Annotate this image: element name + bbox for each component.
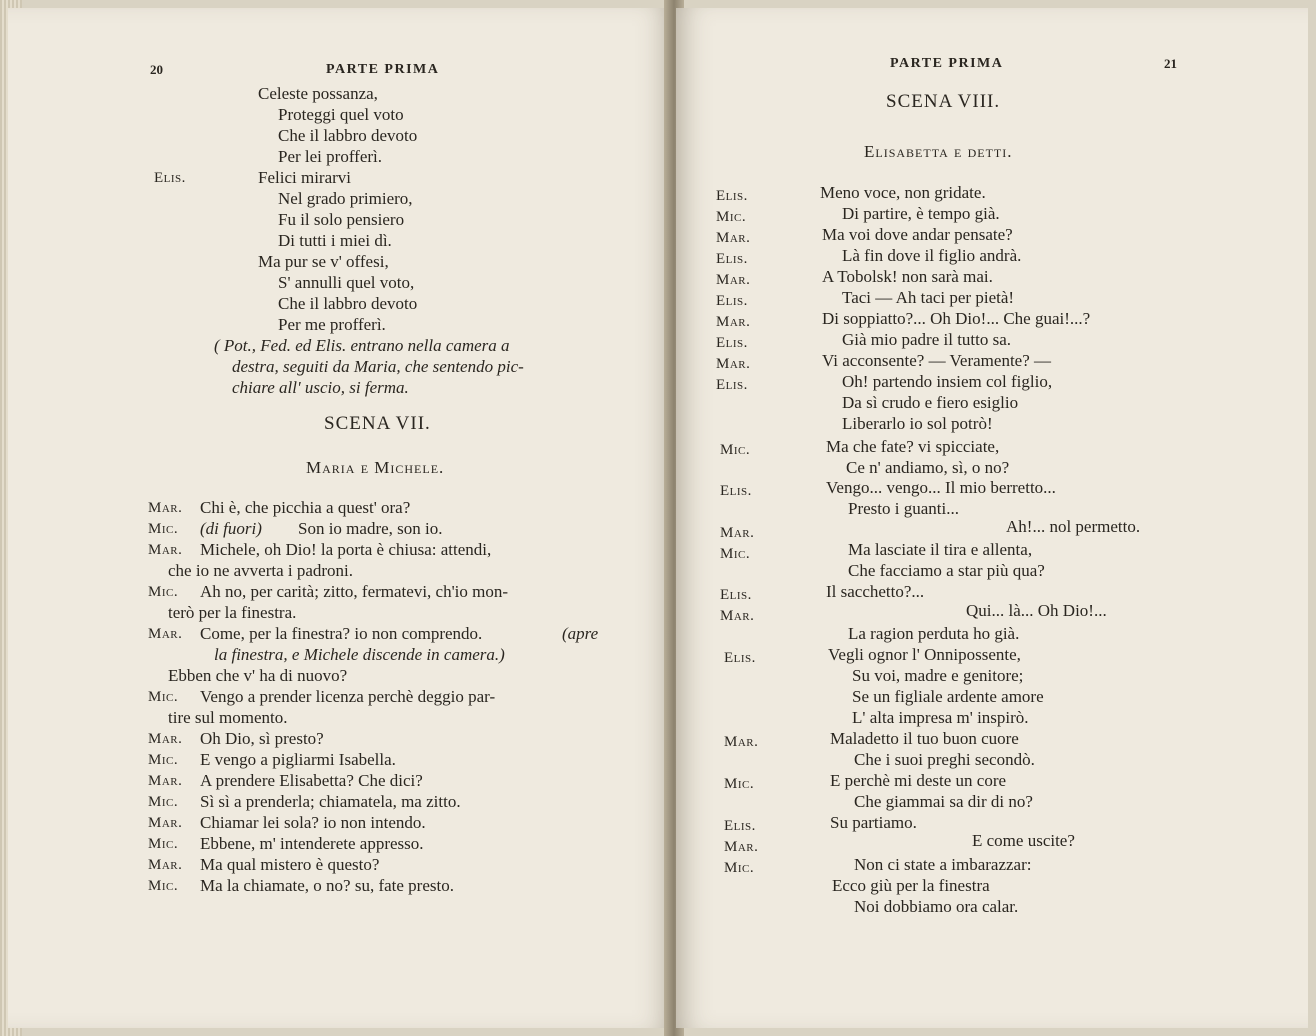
dialogue-line: Oh! partendo insiem col figlio, (842, 372, 1053, 391)
dialogue-line: Il sacchetto?... (826, 582, 925, 601)
speaker: Mic. (148, 584, 179, 600)
speaker: Mic. (148, 794, 179, 810)
dialogue-line: A prendere Elisabetta? Che dici? (200, 771, 423, 790)
speaker: Mar. (148, 815, 183, 831)
dialogue-line: Ma voi dove andar pensate? (822, 225, 1013, 244)
verse-line: Nel grado primiero, (278, 189, 413, 208)
speaker: Mic. (148, 752, 179, 768)
dialogue-line: Se un figliale ardente amore (852, 687, 1044, 706)
dialogue-line: Ma lasciate il tira e allenta, (848, 540, 1033, 559)
speaker: Mar. (716, 356, 751, 372)
dialogue-line: Chi è, che picchia a quest' ora? (200, 498, 411, 517)
speaker: Mic. (720, 546, 751, 562)
speaker: Mic. (148, 521, 179, 537)
scene-characters: Elisabetta e detti. (864, 142, 1013, 161)
speaker: Mic. (148, 836, 179, 852)
scene-title: SCENA VIII. (886, 91, 1001, 112)
stage-direction: (apre (562, 624, 599, 643)
speaker: Elis. (716, 293, 748, 309)
speaker: Mic. (148, 689, 179, 705)
dialogue-line: terò per la finestra. (168, 603, 297, 622)
verse-line: Per me profferì. (278, 315, 386, 334)
dialogue-line: Ecco giù per la finestra (832, 876, 990, 895)
dialogue-line: E vengo a pigliarmi Isabella. (200, 750, 396, 769)
speaker: Elis. (720, 587, 752, 603)
speaker: Mic. (724, 860, 755, 876)
dialogue-line: Taci — Ah taci per pietà! (842, 288, 1015, 307)
verse-line: Che il labbro devoto (278, 294, 418, 313)
speaker: Elis. (716, 188, 748, 204)
speaker: Mic. (148, 878, 179, 894)
dialogue-line: L' alta impresa m' inspirò. (852, 708, 1029, 727)
dialogue-line: Chiamar lei sola? io non intendo. (200, 813, 426, 832)
speaker: Mar. (724, 839, 759, 855)
dialogue-line: Ma la chiamate, o no? su, fate presto. (200, 876, 454, 895)
speaker: Mar. (148, 500, 183, 516)
dialogue-line: Ah!... nol permetto. (1006, 517, 1141, 536)
speaker: Mar. (716, 314, 751, 330)
speaker: Elis. (724, 818, 756, 834)
dialogue-line: Di partire, è tempo già. (842, 204, 1000, 223)
stage-direction: chiare all' uscio, si ferma. (232, 378, 409, 397)
stage-direction: destra, seguiti da Maria, che sentendo pic- (232, 357, 524, 376)
dialogue-line: Maladetto il tuo buon cuore (830, 729, 1019, 748)
dialogue-line: Già mio padre il tutto sa. (842, 330, 1012, 349)
dialogue-line: Ma che fate? vi spicciate, (826, 437, 1000, 456)
page-number: 20 (150, 62, 163, 77)
dialogue-line: Meno voce, non gridate. (820, 183, 986, 202)
speaker: Mar. (720, 525, 755, 541)
verse-line: Felici mirarvi (258, 168, 352, 187)
dialogue-line: Là fin dove il figlio andrà. (842, 246, 1022, 265)
dialogue-line: Di soppiatto?... Oh Dio!... Che guai!...? (822, 309, 1091, 328)
left-page (8, 8, 672, 1028)
dialogue-line: Su partiamo. (830, 813, 917, 832)
verse-line: Celeste possanza, (258, 84, 378, 103)
stage-direction: ( Pot., Fed. ed Elis. entrano nella camera a (214, 336, 510, 355)
dialogue-line: E perchè mi deste un core (830, 771, 1007, 790)
running-head: PARTE PRIMA (890, 56, 1004, 71)
dialogue-line: Che i suoi preghi secondò. (854, 750, 1035, 769)
speaker: Elis. (720, 483, 752, 499)
dialogue-line: Sì sì a prenderla; chiamatela, ma zitto. (200, 792, 461, 811)
stage-direction: (di fuori) (200, 519, 262, 538)
dialogue-line: Noi dobbiamo ora calar. (854, 897, 1019, 916)
dialogue-line: Ebben che v' ha di nuovo? (168, 666, 348, 685)
dialogue-line: Oh Dio, sì presto? (200, 729, 324, 748)
speaker: Mic. (724, 776, 755, 792)
dialogue-line: A Tobolsk! non sarà mai. (822, 267, 993, 286)
dialogue-line: Che giammai sa dir di no? (854, 792, 1033, 811)
dialogue-line: Vi acconsente? — Veramente? — (822, 351, 1052, 370)
dialogue-line: La ragion perduta ho già. (848, 624, 1020, 643)
scene-title: SCENA VII. (324, 413, 431, 434)
running-head: PARTE PRIMA (326, 62, 440, 77)
dialogue-line: E come uscite? (972, 831, 1075, 850)
dialogue-line: Ce n' andiamo, sì, o no? (846, 458, 1010, 477)
verse-line: S' annulli quel voto, (278, 273, 415, 292)
speaker: Mar. (148, 626, 183, 642)
speaker: Mar. (720, 608, 755, 624)
dialogue-line: Ma qual mistero è questo? (200, 855, 380, 874)
scene-characters: Maria e Michele. (306, 458, 445, 477)
verse-line: Ma pur se v' offesi, (258, 252, 389, 271)
dialogue-line: Michele, oh Dio! la porta è chiusa: attendi, (200, 540, 492, 559)
speaker: Mar. (724, 734, 759, 750)
speaker: Mic. (716, 209, 747, 225)
right-page (676, 8, 1308, 1028)
dialogue-line: Qui... là... Oh Dio!... (966, 601, 1107, 620)
verse-line: Proteggi quel voto (278, 105, 404, 124)
verse-line: Di tutti i miei dì. (278, 231, 392, 250)
page-number: 21 (1164, 56, 1177, 71)
dialogue-line: Vengo... vengo... Il mio berretto... (826, 478, 1056, 497)
speaker: Mar. (148, 542, 183, 558)
dialogue-line: Ah no, per carità; zitto, fermatevi, ch'io mon- (200, 582, 509, 601)
speaker: Mar. (716, 230, 751, 246)
speaker: Elis. (716, 335, 748, 351)
dialogue-line: Non ci state a imbarazzar: (854, 855, 1032, 874)
speaker: Mar. (148, 731, 183, 747)
speaker: Elis. (716, 251, 748, 267)
stage-direction: la finestra, e Michele discende in camera.) (214, 645, 505, 664)
dialogue-line: Liberarlo io sol potrò! (842, 414, 993, 433)
speaker: Elis. (154, 170, 186, 186)
dialogue-line: Vegli ognor l' Onnipossente, (828, 645, 1021, 664)
dialogue-line: Su voi, madre e genitore; (852, 666, 1024, 685)
dialogue-line: Presto i guanti... (848, 499, 959, 518)
dialogue-line: Son io madre, son io. (298, 519, 443, 538)
speaker: Mic. (720, 442, 751, 458)
dialogue-line: Da sì crudo e fiero esiglio (842, 393, 1019, 412)
speaker: Mar. (148, 857, 183, 873)
dialogue-line: Ebbene, m' intenderete appresso. (200, 834, 424, 853)
speaker: Elis. (716, 377, 748, 393)
verse-line: Per lei profferì. (278, 147, 383, 166)
dialogue-line: tire sul momento. (168, 708, 288, 727)
verse-line: Fu il solo pensiero (278, 210, 405, 229)
dialogue-line: Vengo a prender licenza perchè deggio par- (200, 687, 496, 706)
dialogue-line: Come, per la finestra? io non comprendo. (200, 624, 483, 643)
speaker: Mar. (148, 773, 183, 789)
verse-line: Che il labbro devoto (278, 126, 418, 145)
dialogue-line: Che facciamo a star più qua? (848, 561, 1045, 580)
dialogue-line: che io ne avverta i padroni. (168, 561, 354, 580)
speaker: Mar. (716, 272, 751, 288)
speaker: Elis. (724, 650, 756, 666)
